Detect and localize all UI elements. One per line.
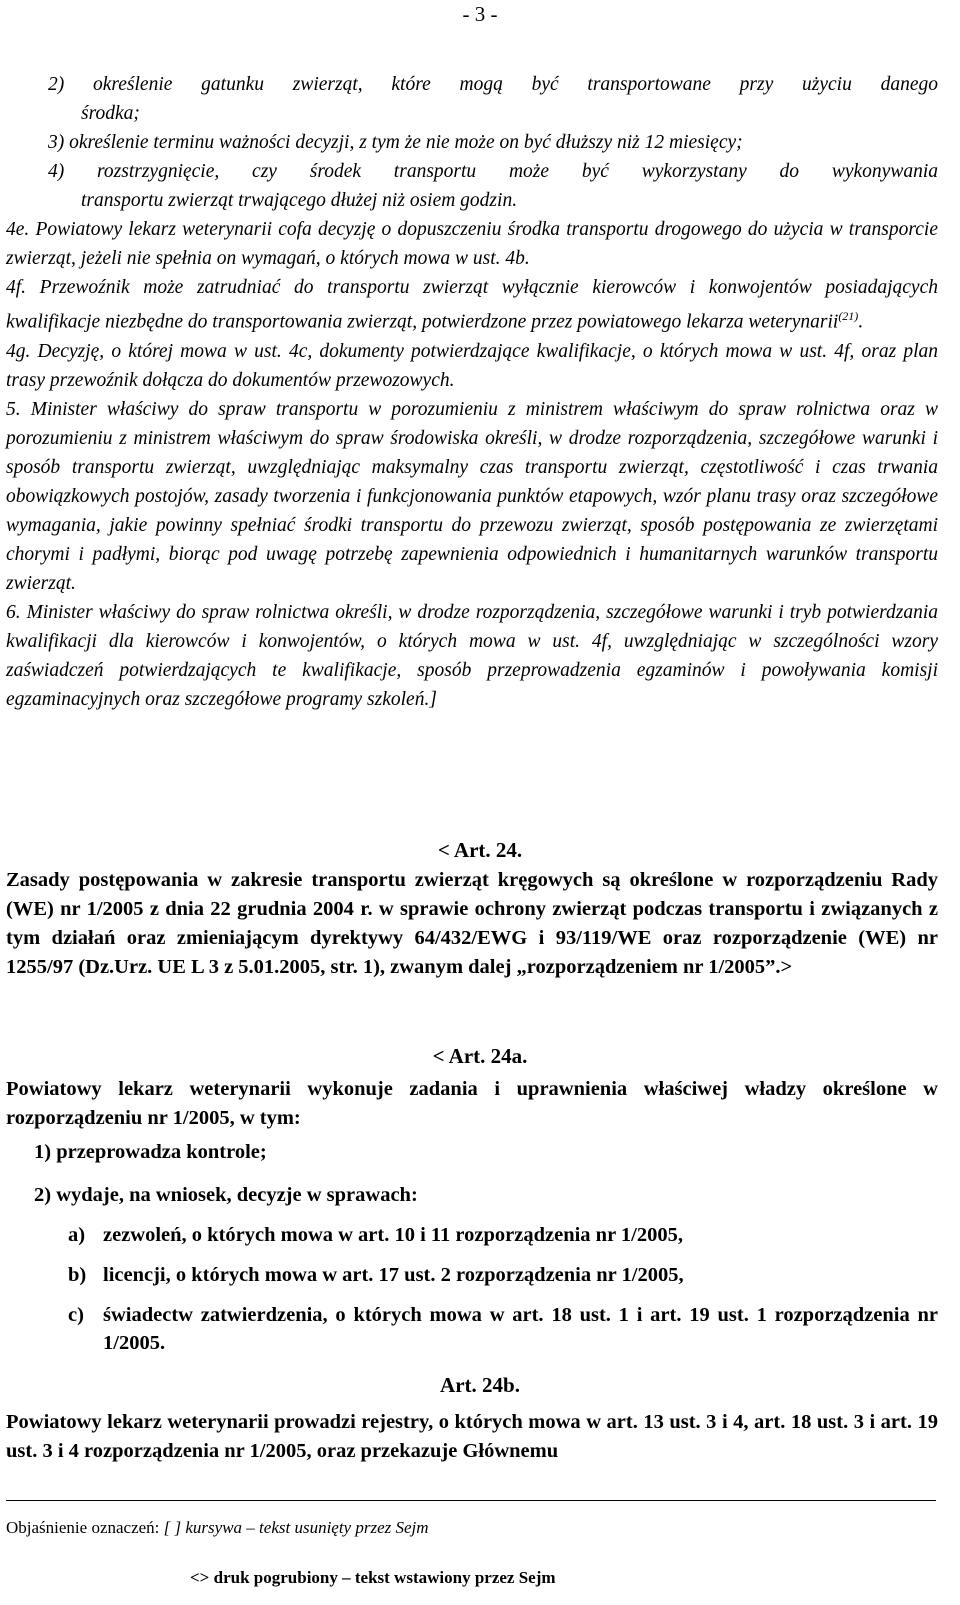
sub-b-text: licencji, o których mowa w art. 17 ust. 2 rozporządzenia nr 1/2005, <box>103 1264 684 1286</box>
paragraph-4f <box>6 273 938 337</box>
footnote-ref-21: (21) <box>838 309 859 323</box>
paragraph-4f-text: 4f. Przewoźnik może zatrudniać do transportu zwierząt wyłącznie kierowców i konwojentów posiadających kwalifikacje niezbędne do transportowania zwierząt, potwierdzone przez powiatowego lekarza weterynarii <box>6 277 938 333</box>
art-24b-title: Art. 24b. <box>440 1373 520 1397</box>
art-24a-item-2: 2) wydaje, na wniosek, decyzje w sprawach: <box>34 1184 418 1206</box>
sub-c-text: świadectw zatwierdzenia, o których mowa w art. 18 ust. 1 i art. 19 ust. 1 rozporządzenia nr 1/2005. <box>103 1304 938 1354</box>
art-24-title: < Art. 24. <box>437 838 523 862</box>
sub-a-marker: a) <box>68 1224 86 1246</box>
item-4-line-1: 4) rozstrzygnięcie, czy środek transportu może być wykorzystany do wykonywania <box>48 161 938 182</box>
item-4-line-2: transportu zwierząt trwającego dłużej niż osiem godzin. <box>81 190 518 211</box>
art-24a-item-1: 1) przeprowadza kontrole; <box>34 1141 267 1163</box>
art-24b-text: Powiatowy lekarz weterynarii prowadzi rejestry, o których mowa w art. 13 ust. 3 i 4, art. 18 ust. 3 i art. 19 ust. 3 i 4 rozporządzenia nr 1/2005, oraz przekazuje Głównemu <box>6 1411 938 1462</box>
paragraph-5: 5. Minister właściwy do spraw transportu w porozumieniu z ministrem właściwym do spraw rolnictwa oraz w porozumieniu z ministrem właściwym do spraw środowiska określi, w drodze rozporządzenia, szczegółowe warunki i sposób transportu zwierząt, uwzględniając maksymalny czas transportu zwierząt, częstotliwość i czas trwania obowiązkowych postojów, zasady tworzenia i funkcjonowania punktów etapowych, wzór planu trasy oraz szczegółowe wymagania, jakie powinny spełniać środki transportu do przewozu zwierząt, sposób postępowania ze zwierzętami chorymi i padłymi, biorąc pod uwagę potrzebę zapewnienia odpowiednich i humanitarnych warunków transportu zwierząt. <box>6 398 938 594</box>
legend-italic: [ ] kursywa – tekst usunięty przez Sejm <box>163 1518 429 1537</box>
art-24-text: Zasady postępowania w zakresie transportu zwierząt kręgowych są określone w rozporządzeniu Rady (WE) nr 1/2005 z dnia 22 grudnia 2004 r. w sprawie ochrony zwierząt podczas transportu i związanych z tym działań oraz zmieniającym dyrektywy 64/432/EWG i 93/119/WE oraz rozporządzenie (WE) nr 1255/97 (Dz.Urz. UE L 3 z 5.01.2005, str. 1), zwanym dalej „rozporządzeniem nr 1/2005”.> <box>6 869 938 978</box>
art-24a-intro: Powiatowy lekarz weterynarii wykonuje zadania i uprawnienia właściwej władzy określone w rozporządzeniu nr 1/2005, w tym: <box>6 1078 938 1129</box>
paragraph-6: 6. Minister właściwy do spraw rolnictwa określi, w drodze rozporządzenia, szczegółowe warunki i tryb potwierdzania kwalifikacji dla kierowców i konwojentów, o których mowa w ust. 4f, uwzględniając w szczególności wzory zaświadczeń potwierdzających te kwalifikacje, sposób przeprowadzenia egzaminów i powoływania komisji egzaminacyjnych oraz szczegółowe programy szkoleń.] <box>6 601 938 710</box>
legend-bold: <> druk pogrubiony – tekst wstawiony przez Sejm <box>190 1568 556 1587</box>
paragraph-4e: 4e. Powiatowy lekarz weterynarii cofa decyzję o dopuszczeniu środka transportu drogowego do użycia w transporcie zwierząt, jeżeli nie spełnia on wymagań, o których mowa w ust. 4b. <box>6 219 938 269</box>
sub-a-text: zezwoleń, o których mowa w art. 10 i 11 rozporządzenia nr 1/2005, <box>103 1224 683 1246</box>
art-24a-title: < Art. 24a. <box>432 1044 528 1068</box>
paragraph-4f-end: . <box>858 311 864 333</box>
removed-text-block <box>6 70 938 714</box>
item-2-line-1: 2) określenie gatunku zwierząt, które mogą być transportowane przy użyciu danego <box>48 74 938 95</box>
legend-line-1 <box>6 1518 429 1538</box>
page-number: - 3 - <box>462 2 498 26</box>
sub-c-marker: c) <box>68 1304 84 1326</box>
paragraph-4g: 4g. Decyzję, o której mowa w ust. 4c, dokumenty potwierdzające kwalifikacje, o których mowa w ust. 4f, oraz plan trasy przewoźnik dołącza do dokumentów przewozowych. <box>6 340 938 391</box>
legend-label: Objaśnienie oznaczeń: <box>6 1518 160 1537</box>
item-3: 3) określenie terminu ważności decyzji, z tym że nie może on być dłuższy niż 12 miesięcy; <box>48 132 743 153</box>
item-2-line-2: środka; <box>81 103 140 124</box>
footer-divider <box>6 1500 936 1501</box>
sub-b-marker: b) <box>68 1264 87 1286</box>
